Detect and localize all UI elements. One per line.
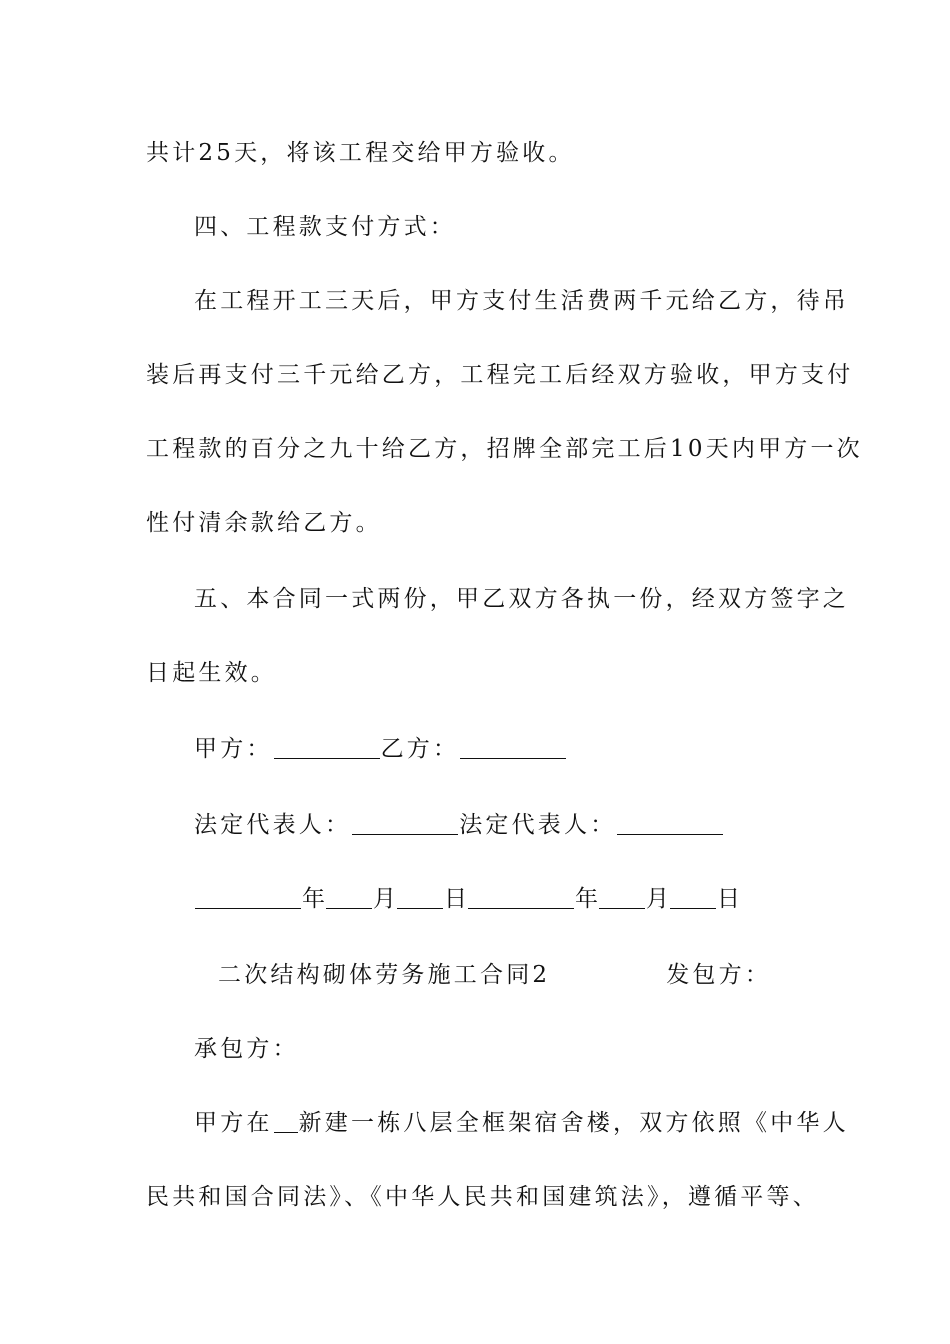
date-b-day-blank — [670, 886, 716, 909]
date-b-month-blank — [599, 886, 645, 909]
date-b-day-label: 日 — [717, 886, 740, 912]
second-contract-title: 二次结构砌体劳务施工合同2 — [218, 962, 551, 988]
rep-b-blank — [617, 812, 723, 835]
paragraph-payment-line-4: 性付清余款给乙方。 — [146, 510, 382, 536]
paragraph-payment-line-1: 在工程开工三天后，甲方支付生活费两千元给乙方，待吊 — [194, 288, 849, 314]
date-a-day-blank — [397, 886, 443, 909]
paragraph-completion: 共计25天，将该工程交给甲方验收。 — [146, 140, 575, 166]
intro-location-blank — [274, 1110, 298, 1133]
date-a-day-label: 日 — [444, 886, 467, 912]
party-b-label: 乙方： — [380, 736, 460, 762]
party-a-blank — [274, 736, 380, 759]
signature-parties-row — [194, 734, 864, 764]
date-a-year-label: 年 — [302, 886, 325, 912]
signature-representatives-row — [194, 810, 864, 840]
date-a-month-label: 月 — [373, 886, 396, 912]
date-a-month-blank — [326, 886, 372, 909]
second-contract-title-row — [218, 960, 888, 990]
rep-a-blank — [352, 812, 458, 835]
date-a-year-blank — [195, 886, 301, 909]
paragraph-copies-line-1: 五、本合同一式两份，甲乙双方各执一份，经双方签字之 — [194, 586, 849, 612]
party-b-blank — [460, 736, 566, 759]
paragraph-copies-line-2: 日起生效。 — [146, 660, 277, 686]
rep-b-label: 法定代表人： — [459, 812, 617, 838]
section-heading-payment: 四、工程款支付方式： — [194, 214, 456, 240]
date-b-year-blank — [468, 886, 574, 909]
party-a-label: 甲方： — [194, 736, 273, 762]
contractor-label: 承包方： — [194, 1036, 299, 1062]
second-contract-intro-line-2: 民共和国合同法》、《中华人民共和国建筑法》，遵循平等、 — [146, 1184, 819, 1210]
intro-part-2: 新建一栋八层全框架宿舍楼，双方依照《中华人 — [298, 1110, 849, 1136]
second-contract-intro-line-1 — [194, 1108, 864, 1138]
date-b-year-label: 年 — [575, 886, 598, 912]
paragraph-payment-line-2: 装后再支付三千元给乙方，工程完工后经双方验收，甲方支付 — [146, 362, 854, 388]
paragraph-payment-line-3: 工程款的百分之九十给乙方，招牌全部完工后10天内甲方一次 — [146, 436, 863, 462]
intro-part-1: 甲方在 — [194, 1110, 273, 1136]
signature-dates-row — [194, 884, 864, 914]
date-b-month-label: 月 — [646, 886, 669, 912]
employer-label: 发包方： — [666, 962, 772, 988]
rep-a-label: 法定代表人： — [194, 812, 352, 838]
